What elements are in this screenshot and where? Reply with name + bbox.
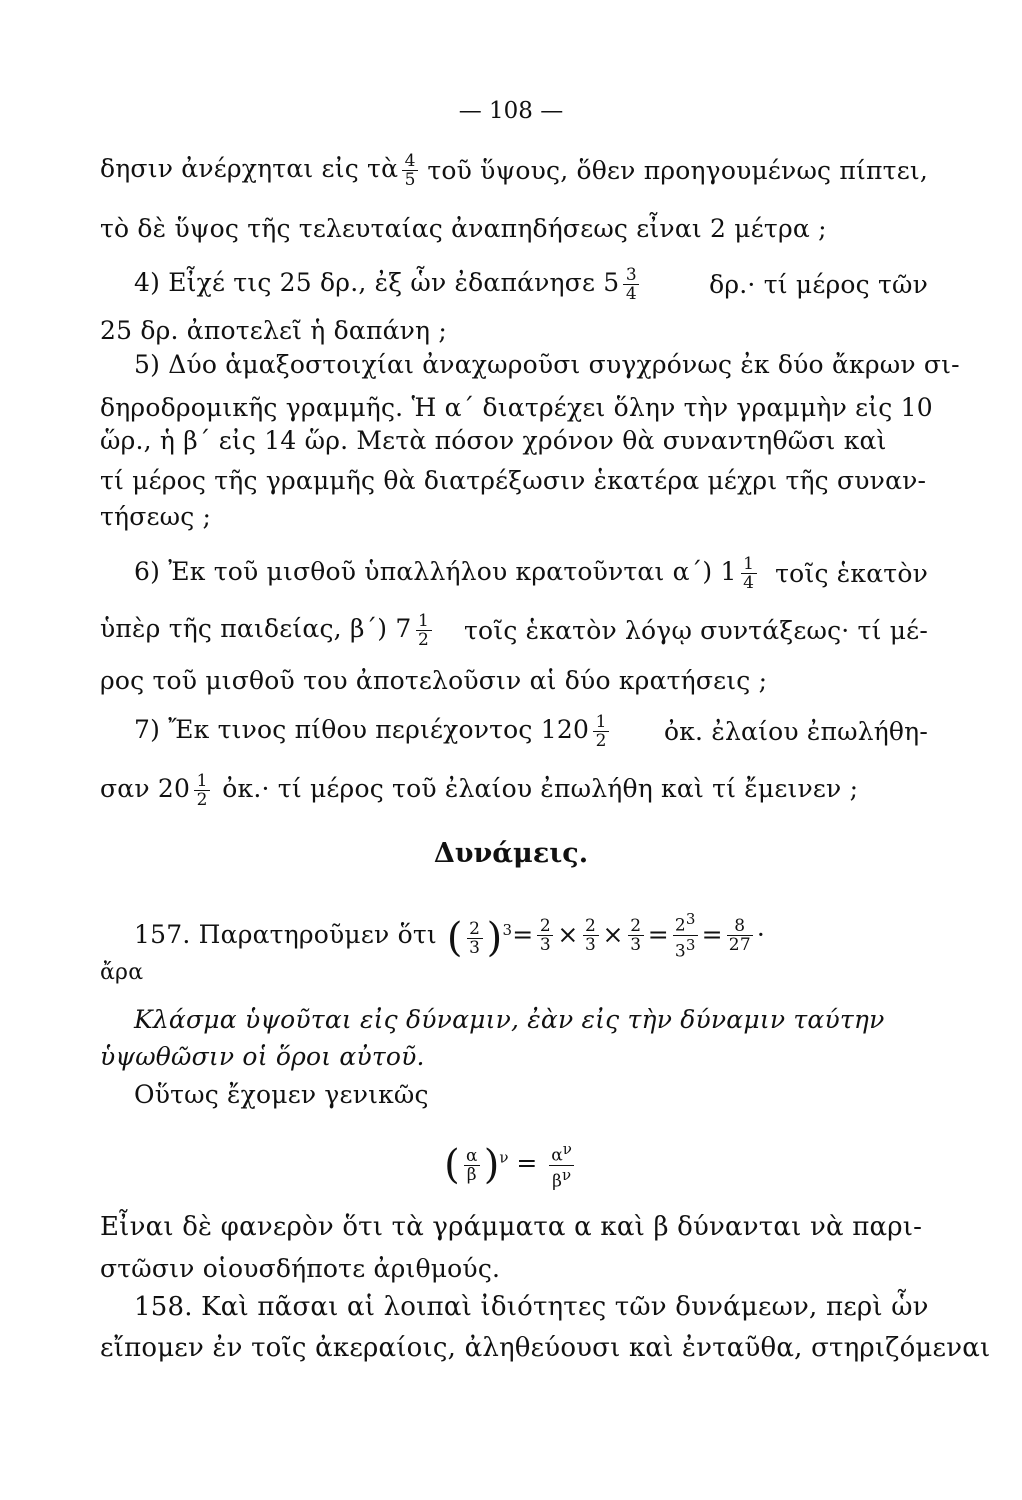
rule-line-2: ὑψωθῶσιν οἱ ὅροι αὐτοῦ. [100,1042,425,1071]
text-line-3 [134,266,928,303]
fraction: $\frac{1}{2}$ [416,612,432,649]
text-line-11 [100,612,928,649]
text-segment: ὀκ. ἐλαίου ἐπωλήθη- [663,716,928,746]
para-158-line-2: εἴπομεν ἐν τοῖς ἀκεραίοις, ἀληθεύουσι καὶ ἐνταῦθα, στηριζόμεναι [100,1333,991,1363]
text-line-6: δηροδρομικῆς γραμμῆς. Ἡ α΄ διατρέχει ὅλην τὴν γραμμὴν εἰς 10 [100,393,933,422]
text-line-14 [100,772,928,809]
text-line-1 [100,152,928,189]
fraction: $\frac{2}{3}$ [583,917,599,954]
text-segment: 7) Ἔκ τινος πίθου περιέχοντος 120 [134,715,590,744]
para-158-line-1: 158. Καὶ πᾶσαι αἱ λοιπαὶ ἰδιότητες τῶν δυνάμεων, περὶ ὧν [134,1292,929,1322]
text-segment: ὀκ.· τί μέρος τοῦ ἐλαίου ἐπωλήθη καὶ τί ἔμεινεν ; [222,774,859,803]
text-segment: 6) Ἐκ τοῦ μισθοῦ ὑπαλλήλου κρατοῦνται α΄) 1 [134,557,737,586]
text-segment: σαν 20 [100,774,191,803]
text-segment: δρ.· τί μέρος τῶν [709,269,928,299]
text-line-5: 5) Δύο ἁμαξοστοιχίαι ἀναχωροῦσι συγχρόνως ἐκ δύο ἄκρων σι- [134,350,960,379]
text-line-9: τήσεως ; [100,502,212,531]
text-line-8: τί μέρος τῆς γραμμῆς θὰ διατρέξωσιν ἑκατέρα μέχρι τῆς συναν- [100,466,927,495]
text-segment: δησιν ἀνέρχηται εἰς τὰ [100,154,399,183]
general-formula: ( $\frac{\alpha}{\beta}$ )$^\nu$ = $\frac{\alpha^\nu}{\beta^\nu}$ [444,1140,572,1192]
equation-157: 157. Παρατηροῦμεν ὅτι ( $\frac{2}{3}$ )$^3$ = $\frac{2}{3}$ × $\frac{2}{3}$ × $\frac{2}{3}$ = $\frac{2^3}{3^3}$ = $\frac{8}{27}$ · [134,910,765,962]
section-heading: Δυνάμεις. [433,838,589,869]
text-line-after-1: Εἶναι δὲ φανερὸν ὅτι τὰ γράμματα α καὶ β δύνανται νὰ παρι- [100,1212,923,1242]
text-line-after-2: στῶσιν οἱουσδήποτε ἀριθμούς. [100,1254,501,1283]
page-number: — 108 — [458,98,564,124]
fraction: $\frac{1}{4}$ [741,555,757,592]
fraction: $\frac{4}{5}$ [402,152,418,189]
text-segment: 4) Εἶχέ τις 25 δρ., ἐξ ὧν ἐδαπάνησε 5 [134,268,620,297]
general-intro: Οὕτως ἔχομεν γενικῶς [134,1080,429,1109]
text-line-2: τὸ δὲ ὕψος τῆς τελευταίας ἀναπηδήσεως εἶναι 2 μέτρα ; [100,214,827,243]
fraction: $\frac{8}{27}$ [728,915,751,955]
text-segment: τοῦ ὕψους, ὅθεν προηγουμένως πίπτει, [427,155,928,185]
text-line-10 [134,555,928,592]
text-segment: τοῖς ἑκατὸν [775,558,928,588]
fraction: $\frac{2}{3}$ [628,917,644,954]
fraction: $\frac{3}{4}$ [623,266,639,303]
text-segment: τοῖς ἑκατὸν λόγῳ συντάξεως· τί μέ- [464,615,928,645]
text-segment: ὑπὲρ τῆς παιδείας, β΄) 7 [100,614,412,643]
fraction: $\frac{2}{3}$ [537,917,553,954]
fraction: $\frac{1}{2}$ [194,772,210,809]
power-expression: ( $\frac{2}{3}$ )$^3$ [446,915,513,962]
fraction: $\frac{1}{2}$ [593,713,609,750]
text-line-13 [134,713,928,750]
rule-line-1: Κλάσμα ὑψοῦται εἰς δύναμιν, ἐὰν εἰς τὴν δύναμιν ταύτην [134,1005,885,1034]
text-line-4: 25 δρ. ἀποτελεῖ ἡ δαπάνη ; [100,316,448,345]
ara-word: ἄρα [100,960,144,985]
fraction: $\frac{2^3}{3^3}$ [674,910,696,962]
text-line-7: ὥρ., ἡ β΄ εἰς 14 ὥρ. Μετὰ πόσον χρόνον θὰ συναντηθῶσι καὶ [100,426,887,455]
text-line-12: ρος τοῦ μισθοῦ του ἀποτελοῦσιν αἱ δύο κρατήσεις ; [100,666,768,695]
para-157-label: 157. Παρατηροῦμεν ὅτι [134,920,437,950]
